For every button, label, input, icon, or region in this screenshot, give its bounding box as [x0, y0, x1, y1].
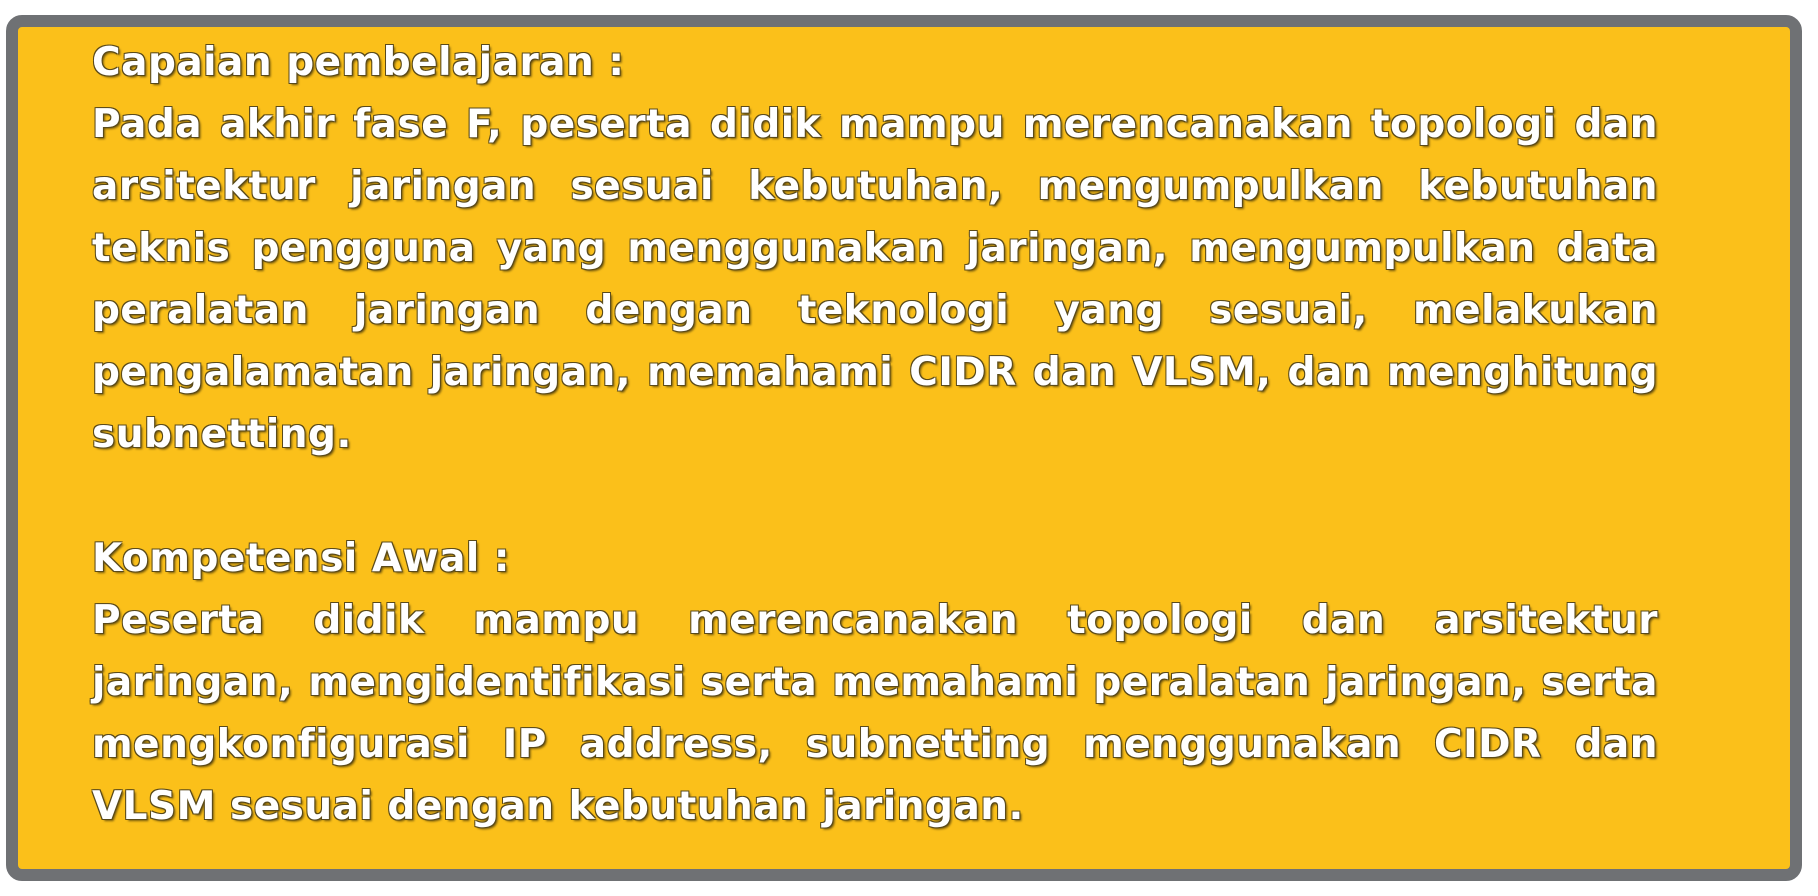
section-spacer	[92, 466, 1658, 528]
panel-content	[92, 32, 1658, 838]
learning-outcomes-text: Pada akhir fase F, peserta didik mampu merencanakan topologi dan arsitektur jaringan sesuai kebutuhan, mengumpulkan kebutuhan teknis pengguna yang menggunakan jaringan, mengumpulkan data peralatan jaringan dengan teknologi yang sesuai, melakukan pengalamatan jaringan, memahami CIDR dan VLSM, dan menghitung subnetting.	[92, 102, 1658, 457]
initial-competence-text: Peserta didik mampu merencanakan topologi dan arsitektur jaringan, mengidentifikasi serta memahami peralatan jaringan, serta mengkonfigurasi IP address, subnetting menggunakan CIDR dan VLSM sesuai dengan kebutuhan jaringan.	[92, 598, 1658, 829]
initial-competence-heading: Kompetensi Awal :	[92, 536, 510, 581]
learning-outcomes-heading: Capaian pembelajaran :	[92, 40, 625, 85]
